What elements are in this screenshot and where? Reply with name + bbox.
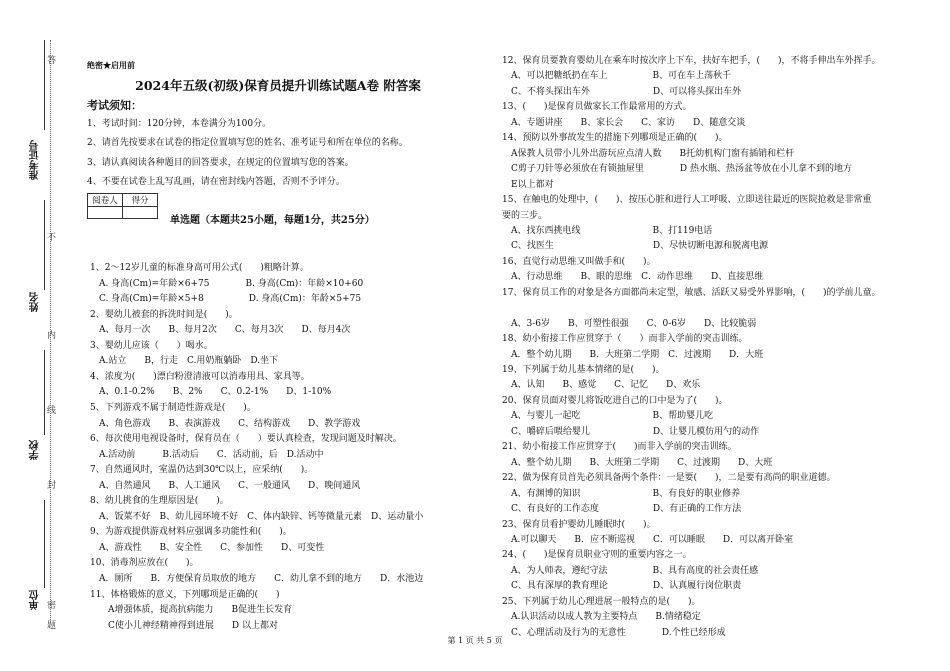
seal-mark: 封 [45, 480, 55, 489]
question-line: 8、幼儿挑食的生理原因是( )。 [90, 496, 229, 507]
question-line: 12、保育员要教育婴幼儿在乘车时按次序上下车，扶好车把手，( )，不将手伸出车外挥手。 [502, 56, 881, 66]
question-line: A、为人师表，遵纪守法 B、具有高度的社会责任感 [502, 565, 759, 576]
question-line: A.站立 B，行走 C.用奶瓶躺卧 D.坐下 [90, 356, 279, 367]
question-line: 6、每次使用电视设备时，保育员在（ ）要认真检查，发现问题及时解决。 [90, 434, 402, 445]
notice-item: 1、考试时间：120分钟，本卷满分为100分。 [87, 119, 272, 129]
question-line: A、整个幼儿期 B、大班第二学期 C、过渡期 D、大班 [502, 457, 773, 468]
seal-mark: 答 [45, 55, 55, 64]
question-line: 11、体格锻炼的意义，下列哪项是正确的( ) [90, 589, 280, 600]
secret-label: 绝密★启用前 [87, 60, 135, 70]
question-line: A、与婴儿一起吃 B、帮助婴儿吃 [502, 411, 714, 422]
question-line: C、心理活动及行为的无意性 D.个性已经形成 [502, 627, 726, 638]
question-line: A增强体质，提高抗病能力 B促进生长发育 [90, 605, 293, 616]
score-cell: 得分 [123, 194, 158, 207]
reviewer-cell: 阅卷人 [88, 194, 123, 207]
exam-id-fill-line [44, 40, 45, 130]
name-fill-line [44, 200, 45, 290]
question-line: A、3-6岁 B、可塑性很强 C、0-6岁 D、比较脆弱 [502, 318, 757, 329]
question-line: 15、在触电的处理中，( )、按压心脏和进行人工呼吸、立即送往最近的医院抢救是非常重 [502, 195, 872, 206]
question-line: A、角色游戏 B、表演游戏 C、结构游戏 D、教学游戏 [90, 418, 361, 429]
question-line: C、找医生 D、尽快切断电源和脱离电源 [502, 241, 769, 252]
unit-label: 单位 [30, 590, 41, 610]
score-table [87, 193, 158, 219]
question-line: 13、( )是保育员做家长工作最常用的方式。 [502, 102, 692, 113]
question-line: A．整个幼儿期 B．大班第二学期 C．过渡期 D．大班 [502, 349, 764, 360]
question-line: 1、2～12岁儿童的标准身高可用公式( )粗略计算。 [90, 263, 309, 273]
seal-mark: 题 [45, 620, 55, 629]
question-line: C、有良好的工作态度 D、有正确的工作方法 [502, 504, 742, 515]
question-line: A.认识活动以成人教为主要特点 B.情绪稳定 [502, 612, 701, 623]
question-line: C、嚼碎后喂给婴儿 D、让婴儿模仿用勺的动作 [502, 426, 760, 437]
page-title: 2024年五级(初级)保育员提升训练试题A卷 附答案 [135, 78, 421, 93]
section-title: 单选题（本题共25小题，每题1分，共25分） [170, 215, 375, 226]
question-line: 要的三步。 [502, 210, 548, 221]
exam-id-label: 准考证号 [30, 140, 41, 180]
question-line: A、行动思维 B、眼的思维 C．动作思维 D、直接思维 [502, 272, 764, 283]
question-line: 25、下列属于幼儿心理进展一般特点的是( )。 [502, 596, 701, 607]
page-number: 第 1 页 共 5 页 [447, 636, 503, 645]
seal-mark: 密 [45, 600, 55, 609]
notice-title: 考试须知： [87, 99, 142, 112]
question-line: 5、下列游戏不属于制造性游戏是( )。 [90, 402, 256, 413]
question-line: 3、婴幼儿应该（ ）喝水。 [90, 340, 213, 351]
question-line: A.活动前 B.活动后 C．活动前，后 D.活动中 [90, 449, 324, 460]
question-line: A、饭菜不好 B、幼儿园环境不好 C、体内缺锌、钙等微量元素 D、运动量小 [90, 511, 424, 522]
question-line: A.可以聊天 B．应不断巡视 C．可以睡眠 D．可以离开卧室 [502, 534, 794, 545]
question-line: A、游戏性 B、安全性 C、参加性 D、可变性 [90, 542, 325, 553]
reviewer-blank[interactable] [88, 207, 123, 219]
unit-fill-line [44, 500, 45, 588]
seal-mark: 不 [45, 232, 55, 241]
question-line: 4、浓度为( )漂白粉澄清液可以消毒用具、家具等。 [90, 371, 310, 382]
question-line: A保教人员带小儿外出游玩应点清人数 B托幼机构门窗有插销和栏杆 [502, 148, 795, 159]
question-line: C剪子刀针等必须放在有锁抽屉里 D 热水瓶、热汤盆等放在小儿拿不到的地方 [502, 164, 852, 175]
question-line: A. 身高(Cm)=年龄×6+75 B. 身高(Cm)：年龄×10+60 [90, 278, 364, 289]
school-label: 学校 [30, 440, 41, 460]
question-line: C、具有深厚的教育理论 D、认真履行岗位职责 [502, 581, 742, 592]
score-blank[interactable] [123, 207, 158, 219]
question-line: E以上都对 [502, 179, 554, 190]
binding-sidebar [0, 0, 62, 671]
question-line: C、不将头探出车外 D、可以将头探出车外 [502, 86, 742, 97]
question-line: A、0.1-0.2% B、2% C、0.2-1% D、1-10% [90, 387, 332, 398]
question-line: C使小儿神经精神得到进展 D 以上都对 [90, 620, 278, 631]
seal-mark: 内 [45, 330, 55, 339]
question-line: 22、做为保育员首先必须具备两个条件：一是要( )，二是要有高尚的职业道德。 [502, 473, 836, 484]
question-line: 9、为游戏提供游戏材料应强调多功能性和( )。 [90, 527, 292, 538]
question-line: A、可以把糖纸扔在车上 B、可在车上荡秋千 [502, 71, 732, 82]
question-line: A、认知 B、感觉 C、记忆 D、欢乐 [502, 380, 701, 391]
question-line: 21、幼小衔接工作应贯穿于( )而非入学前的突击训练。 [502, 442, 737, 453]
question-line: 14、预防以外事故发生的措施下列哪项是正确的( )。 [502, 133, 728, 144]
question-line: 23、保育员看护婴幼儿睡眠时( )。 [502, 519, 656, 530]
notice-item: 3、请认真阅读各种题目的回答要求，在规定的位置填写您的答案。 [87, 158, 354, 168]
question-line: A、每月一次 B、每月2次 C、每月3次 D、每月4次 [90, 325, 351, 336]
seal-mark: 线 [45, 405, 55, 414]
question-line: 7、自然通风时，室温仍达到30℃以上，应采纳( )。 [90, 465, 314, 476]
question-line: A、专题讲座 B、家长会 C、家访 D、随意交谈 [502, 117, 746, 128]
question-line: 16、直觉行动思维又叫做手和( )。 [502, 256, 656, 267]
question-line: A、有渊博的知识 B、有良好的职业修养 [502, 488, 741, 499]
question-line: A．厕所 B．方便保育员取放的地方 C．幼儿拿不到的地方 D．水池边 [90, 574, 424, 584]
notice-item: 2、请首先按要求在试卷的指定位置填写您的姓名、准考证号和所在单位的名称。 [87, 138, 408, 148]
question-line: A、自然通风 B、人工通风 C、一般通风 D、晚间通风 [90, 480, 361, 491]
notice-item: 4、不要在试卷上乱写乱画，请在密封线内答题，否则不予评分。 [87, 177, 345, 187]
school-fill-line [44, 350, 45, 435]
question-line: 20、保育员面对婴儿将饭吃进自己的口中是为了( )。 [502, 395, 728, 406]
question-line: 18、幼小衔接工作应贯穿于（ ）而非入学前的突击训练。 [502, 334, 748, 345]
question-line: 24、( )是保育员职业守则的重要内容之一。 [502, 550, 692, 561]
question-line: 19、下列属于幼儿基本情绪的是( )。 [502, 365, 665, 375]
question-line: 2、婴幼儿被套的拆洗时间是( )。 [90, 309, 238, 320]
name-label: 姓名 [30, 292, 41, 312]
question-line: C. 身高(Cm)=年龄×5+8 D. 身高(Cm)：年龄×5+75 [90, 294, 362, 305]
question-line: 17、保育员工作的对象是各方面都尚未定型，敏感、活跃又易受外界影响，( )的学前儿童。 [502, 287, 881, 298]
question-line: A、找东西挑电线 B、打119电话 [502, 225, 713, 236]
question-line: 10、消毒剂应放在( )。 [90, 558, 199, 569]
